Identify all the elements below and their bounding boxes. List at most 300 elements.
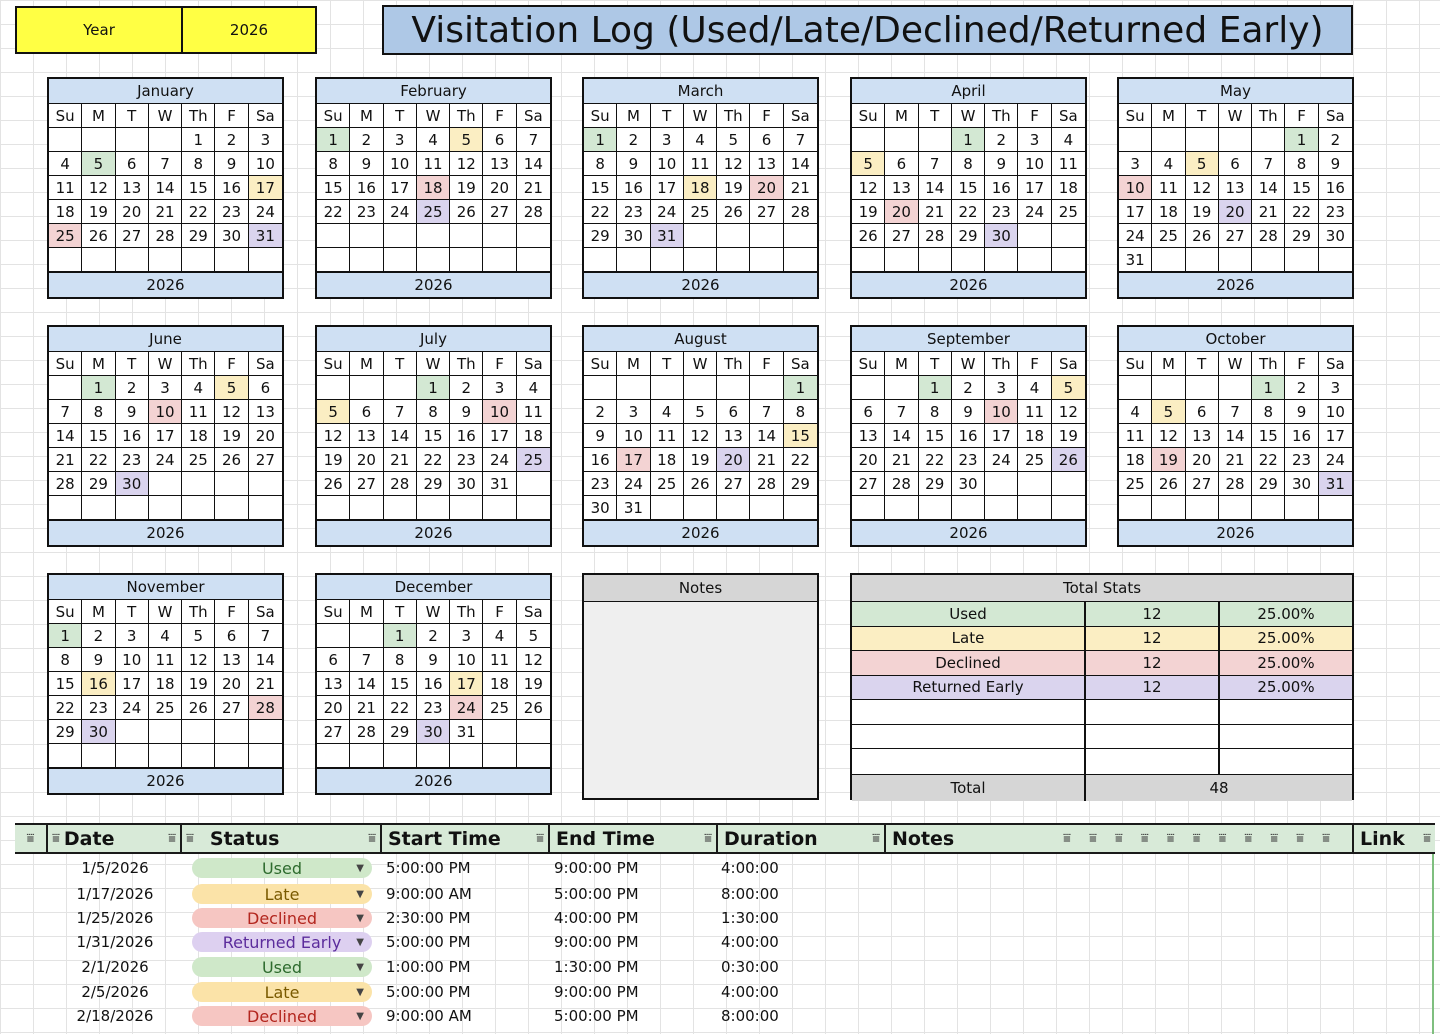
day-cell[interactable]: 2 xyxy=(82,624,115,648)
day-cell[interactable]: 20 xyxy=(717,448,750,472)
empty-day-cell[interactable] xyxy=(717,248,750,272)
empty-day-cell[interactable] xyxy=(952,248,985,272)
day-cell[interactable]: 13 xyxy=(350,424,383,448)
day-cell[interactable]: 8 xyxy=(1285,152,1318,176)
day-cell[interactable]: 16 xyxy=(116,424,149,448)
day-cell[interactable]: 8 xyxy=(952,152,985,176)
day-cell[interactable]: 16 xyxy=(1285,424,1318,448)
empty-day-cell[interactable] xyxy=(1252,248,1285,272)
stats-row-empty[interactable] xyxy=(852,725,1352,750)
day-cell[interactable]: 21 xyxy=(919,200,952,224)
day-cell[interactable]: 7 xyxy=(517,128,550,152)
empty-day-cell[interactable] xyxy=(82,744,115,768)
day-cell[interactable]: 9 xyxy=(1319,152,1352,176)
empty-day-cell[interactable] xyxy=(483,720,516,744)
day-cell[interactable]: 8 xyxy=(1252,400,1285,424)
day-cell[interactable]: 26 xyxy=(215,448,248,472)
day-cell[interactable]: 13 xyxy=(215,648,248,672)
empty-day-cell[interactable] xyxy=(1186,376,1219,400)
empty-day-cell[interactable] xyxy=(116,744,149,768)
day-cell[interactable]: 14 xyxy=(149,176,182,200)
day-cell[interactable]: 12 xyxy=(684,424,717,448)
empty-day-cell[interactable] xyxy=(517,472,550,496)
filter-icon[interactable]: ⩸⩸⩸⩸⩸⩸⩸⩸⩸⩸⩸ xyxy=(1063,831,1348,846)
empty-day-cell[interactable] xyxy=(985,496,1018,520)
day-cell[interactable]: 11 xyxy=(49,176,82,200)
day-cell[interactable]: 5 xyxy=(717,128,750,152)
empty-day-cell[interactable] xyxy=(350,624,383,648)
empty-day-cell[interactable] xyxy=(1186,248,1219,272)
empty-day-cell[interactable] xyxy=(852,248,885,272)
day-cell[interactable]: 24 xyxy=(116,696,149,720)
day-cell[interactable]: 5 xyxy=(182,624,215,648)
empty-day-cell[interactable] xyxy=(317,624,350,648)
empty-day-cell[interactable] xyxy=(450,248,483,272)
day-cell[interactable]: 20 xyxy=(116,200,149,224)
day-cell[interactable]: 10 xyxy=(149,400,182,424)
empty-day-cell[interactable] xyxy=(116,248,149,272)
day-cell[interactable]: 4 xyxy=(1152,152,1185,176)
day-cell[interactable]: 21 xyxy=(517,176,550,200)
empty-day-cell[interactable] xyxy=(784,496,817,520)
empty-day-cell[interactable] xyxy=(584,248,617,272)
day-cell[interactable]: 20 xyxy=(1186,448,1219,472)
day-cell[interactable]: 9 xyxy=(1285,400,1318,424)
day-cell[interactable]: 26 xyxy=(82,224,115,248)
day-cell[interactable]: 13 xyxy=(885,176,918,200)
day-cell[interactable]: 21 xyxy=(885,448,918,472)
day-cell[interactable]: 14 xyxy=(919,176,952,200)
day-cell[interactable]: 15 xyxy=(952,176,985,200)
empty-day-cell[interactable] xyxy=(1152,496,1185,520)
row-duration[interactable]: 4:00:00 xyxy=(721,933,779,951)
day-cell[interactable]: 7 xyxy=(1252,152,1285,176)
day-cell[interactable]: 27 xyxy=(717,472,750,496)
header-end-time[interactable] xyxy=(550,825,718,852)
day-cell[interactable]: 22 xyxy=(417,448,450,472)
day-cell[interactable]: 15 xyxy=(82,424,115,448)
year-label-cell[interactable] xyxy=(15,6,183,54)
empty-day-cell[interactable] xyxy=(149,248,182,272)
day-cell[interactable]: 15 xyxy=(584,176,617,200)
day-cell[interactable]: 15 xyxy=(182,176,215,200)
day-cell[interactable]: 30 xyxy=(450,472,483,496)
day-cell[interactable]: 17 xyxy=(450,672,483,696)
day-cell[interactable]: 4 xyxy=(182,376,215,400)
day-cell[interactable]: 29 xyxy=(1252,472,1285,496)
empty-day-cell[interactable] xyxy=(750,376,783,400)
day-cell[interactable]: 12 xyxy=(852,176,885,200)
row-end-time[interactable]: 9:00:00 PM xyxy=(554,933,639,951)
day-cell[interactable]: 17 xyxy=(1319,424,1352,448)
day-cell[interactable]: 6 xyxy=(717,400,750,424)
empty-day-cell[interactable] xyxy=(182,744,215,768)
row-start-time[interactable]: 1:00:00 PM xyxy=(386,958,471,976)
day-cell[interactable]: 11 xyxy=(149,648,182,672)
empty-day-cell[interactable] xyxy=(1052,248,1085,272)
day-cell[interactable]: 22 xyxy=(1285,200,1318,224)
day-cell[interactable]: 26 xyxy=(182,696,215,720)
day-cell[interactable]: 26 xyxy=(317,472,350,496)
empty-day-cell[interactable] xyxy=(82,496,115,520)
empty-day-cell[interactable] xyxy=(1018,248,1051,272)
day-cell[interactable]: 17 xyxy=(985,424,1018,448)
day-cell[interactable]: 10 xyxy=(116,648,149,672)
day-cell[interactable]: 3 xyxy=(985,376,1018,400)
empty-day-cell[interactable] xyxy=(417,224,450,248)
day-cell[interactable]: 16 xyxy=(82,672,115,696)
empty-day-cell[interactable] xyxy=(584,376,617,400)
row-start-time[interactable]: 5:00:00 PM xyxy=(386,933,471,951)
day-cell[interactable]: 4 xyxy=(1052,128,1085,152)
day-cell[interactable]: 26 xyxy=(450,200,483,224)
day-cell[interactable]: 2 xyxy=(116,376,149,400)
day-cell[interactable]: 29 xyxy=(1285,224,1318,248)
day-cell[interactable]: 12 xyxy=(82,176,115,200)
day-cell[interactable]: 1 xyxy=(919,376,952,400)
empty-day-cell[interactable] xyxy=(49,248,82,272)
day-cell[interactable]: 10 xyxy=(651,152,684,176)
empty-day-cell[interactable] xyxy=(784,224,817,248)
day-cell[interactable]: 4 xyxy=(49,152,82,176)
day-cell[interactable]: 22 xyxy=(1252,448,1285,472)
day-cell[interactable]: 28 xyxy=(750,472,783,496)
day-cell[interactable]: 25 xyxy=(1119,472,1152,496)
day-cell[interactable]: 7 xyxy=(784,128,817,152)
row-start-time[interactable]: 9:00:00 AM xyxy=(386,885,472,903)
day-cell[interactable]: 11 xyxy=(417,152,450,176)
day-cell[interactable]: 12 xyxy=(450,152,483,176)
day-cell[interactable]: 23 xyxy=(450,448,483,472)
day-cell[interactable]: 14 xyxy=(517,152,550,176)
empty-day-cell[interactable] xyxy=(1186,496,1219,520)
day-cell[interactable]: 8 xyxy=(182,152,215,176)
day-cell[interactable]: 27 xyxy=(483,200,516,224)
empty-day-cell[interactable] xyxy=(450,496,483,520)
day-cell[interactable]: 24 xyxy=(149,448,182,472)
day-cell[interactable]: 13 xyxy=(116,176,149,200)
day-cell[interactable]: 4 xyxy=(517,376,550,400)
row-start-time[interactable]: 9:00:00 AM xyxy=(386,1007,472,1025)
day-cell[interactable]: 2 xyxy=(215,128,248,152)
day-cell[interactable]: 7 xyxy=(49,400,82,424)
header-status[interactable] xyxy=(182,825,382,852)
day-cell[interactable]: 2 xyxy=(952,376,985,400)
empty-day-cell[interactable] xyxy=(1219,496,1252,520)
day-cell[interactable]: 2 xyxy=(584,400,617,424)
day-cell[interactable]: 6 xyxy=(483,128,516,152)
day-cell[interactable]: 19 xyxy=(717,176,750,200)
day-cell[interactable]: 31 xyxy=(1319,472,1352,496)
day-cell[interactable]: 4 xyxy=(417,128,450,152)
empty-day-cell[interactable] xyxy=(784,248,817,272)
empty-day-cell[interactable] xyxy=(483,224,516,248)
empty-day-cell[interactable] xyxy=(1052,472,1085,496)
empty-day-cell[interactable] xyxy=(1052,496,1085,520)
header-duration[interactable] xyxy=(718,825,886,852)
empty-day-cell[interactable] xyxy=(350,496,383,520)
day-cell[interactable]: 7 xyxy=(750,400,783,424)
day-cell[interactable]: 20 xyxy=(215,672,248,696)
empty-day-cell[interactable] xyxy=(317,248,350,272)
day-cell[interactable]: 8 xyxy=(384,648,417,672)
row-date[interactable]: 1/25/2026 xyxy=(76,909,154,927)
day-cell[interactable]: 1 xyxy=(1252,376,1285,400)
empty-day-cell[interactable] xyxy=(517,496,550,520)
day-cell[interactable]: 20 xyxy=(852,448,885,472)
day-cell[interactable]: 30 xyxy=(1319,224,1352,248)
header-date[interactable] xyxy=(48,825,182,852)
day-cell[interactable]: 13 xyxy=(483,152,516,176)
day-cell[interactable]: 12 xyxy=(517,648,550,672)
day-cell[interactable]: 3 xyxy=(1319,376,1352,400)
day-cell[interactable]: 25 xyxy=(182,448,215,472)
day-cell[interactable]: 28 xyxy=(1252,224,1285,248)
day-cell[interactable]: 25 xyxy=(1152,224,1185,248)
day-cell[interactable]: 19 xyxy=(1186,200,1219,224)
day-cell[interactable]: 13 xyxy=(1219,176,1252,200)
day-cell[interactable]: 24 xyxy=(985,448,1018,472)
day-cell[interactable]: 21 xyxy=(149,200,182,224)
day-cell[interactable]: 26 xyxy=(1052,448,1085,472)
day-cell[interactable]: 1 xyxy=(384,624,417,648)
row-status[interactable] xyxy=(192,930,372,954)
day-cell[interactable]: 20 xyxy=(885,200,918,224)
empty-day-cell[interactable] xyxy=(1186,128,1219,152)
day-cell[interactable]: 2 xyxy=(1319,128,1352,152)
day-cell[interactable]: 4 xyxy=(1018,376,1051,400)
status-chip[interactable] xyxy=(192,884,372,904)
day-cell[interactable]: 3 xyxy=(1119,152,1152,176)
empty-day-cell[interactable] xyxy=(149,496,182,520)
day-cell[interactable]: 22 xyxy=(317,200,350,224)
day-cell[interactable]: 16 xyxy=(617,176,650,200)
day-cell[interactable]: 22 xyxy=(784,448,817,472)
day-cell[interactable]: 27 xyxy=(750,200,783,224)
day-cell[interactable]: 19 xyxy=(517,672,550,696)
day-cell[interactable]: 2 xyxy=(1285,376,1318,400)
day-cell[interactable]: 19 xyxy=(852,200,885,224)
empty-day-cell[interactable] xyxy=(852,128,885,152)
day-cell[interactable]: 4 xyxy=(684,128,717,152)
day-cell[interactable]: 29 xyxy=(384,720,417,744)
day-cell[interactable]: 15 xyxy=(1252,424,1285,448)
empty-day-cell[interactable] xyxy=(985,248,1018,272)
day-cell[interactable]: 30 xyxy=(584,496,617,520)
empty-day-cell[interactable] xyxy=(215,248,248,272)
day-cell[interactable]: 25 xyxy=(483,696,516,720)
day-cell[interactable]: 10 xyxy=(1119,176,1152,200)
day-cell[interactable]: 11 xyxy=(1018,400,1051,424)
day-cell[interactable]: 8 xyxy=(82,400,115,424)
day-cell[interactable]: 26 xyxy=(517,696,550,720)
day-cell[interactable]: 18 xyxy=(1119,448,1152,472)
empty-day-cell[interactable] xyxy=(182,720,215,744)
empty-day-cell[interactable] xyxy=(182,472,215,496)
day-cell[interactable]: 22 xyxy=(82,448,115,472)
row-end-time[interactable]: 5:00:00 PM xyxy=(554,885,639,903)
day-cell[interactable]: 6 xyxy=(350,400,383,424)
day-cell[interactable]: 28 xyxy=(784,200,817,224)
day-cell[interactable]: 16 xyxy=(215,176,248,200)
day-cell[interactable]: 15 xyxy=(784,424,817,448)
empty-day-cell[interactable] xyxy=(116,496,149,520)
day-cell[interactable]: 15 xyxy=(417,424,450,448)
day-cell[interactable]: 22 xyxy=(49,696,82,720)
filter-icon[interactable]: ⩸ xyxy=(536,831,544,846)
day-cell[interactable]: 26 xyxy=(717,200,750,224)
day-cell[interactable]: 31 xyxy=(651,224,684,248)
day-cell[interactable]: 19 xyxy=(1152,448,1185,472)
day-cell[interactable]: 7 xyxy=(149,152,182,176)
day-cell[interactable]: 10 xyxy=(1319,400,1352,424)
day-cell[interactable]: 27 xyxy=(215,696,248,720)
day-cell[interactable]: 1 xyxy=(784,376,817,400)
empty-day-cell[interactable] xyxy=(1319,496,1352,520)
empty-day-cell[interactable] xyxy=(350,224,383,248)
day-cell[interactable]: 11 xyxy=(517,400,550,424)
day-cell[interactable]: 4 xyxy=(149,624,182,648)
row-end-time[interactable]: 9:00:00 PM xyxy=(554,983,639,1001)
row-date[interactable]: 2/5/2026 xyxy=(81,983,149,1001)
empty-day-cell[interactable] xyxy=(215,472,248,496)
day-cell[interactable]: 21 xyxy=(784,176,817,200)
day-cell[interactable]: 30 xyxy=(215,224,248,248)
day-cell[interactable]: 12 xyxy=(717,152,750,176)
day-cell[interactable]: 18 xyxy=(1052,176,1085,200)
day-cell[interactable]: 5 xyxy=(450,128,483,152)
day-cell[interactable]: 22 xyxy=(952,200,985,224)
day-cell[interactable]: 14 xyxy=(384,424,417,448)
empty-day-cell[interactable] xyxy=(1252,128,1285,152)
day-cell[interactable]: 11 xyxy=(483,648,516,672)
day-cell[interactable]: 28 xyxy=(249,696,282,720)
empty-day-cell[interactable] xyxy=(885,128,918,152)
empty-day-cell[interactable] xyxy=(1052,224,1085,248)
day-cell[interactable]: 6 xyxy=(215,624,248,648)
empty-day-cell[interactable] xyxy=(384,224,417,248)
empty-day-cell[interactable] xyxy=(49,496,82,520)
empty-day-cell[interactable] xyxy=(350,744,383,768)
filter-icon[interactable]: ⩸ xyxy=(872,831,880,846)
day-cell[interactable]: 14 xyxy=(784,152,817,176)
day-cell[interactable]: 14 xyxy=(1252,176,1285,200)
empty-day-cell[interactable] xyxy=(1219,248,1252,272)
day-cell[interactable]: 28 xyxy=(919,224,952,248)
day-cell[interactable]: 30 xyxy=(985,224,1018,248)
row-status[interactable] xyxy=(192,882,372,906)
empty-day-cell[interactable] xyxy=(1152,248,1185,272)
row-start-time[interactable]: 5:00:00 PM xyxy=(386,983,471,1001)
day-cell[interactable]: 23 xyxy=(584,472,617,496)
day-cell[interactable]: 27 xyxy=(116,224,149,248)
day-cell[interactable]: 10 xyxy=(617,424,650,448)
day-cell[interactable]: 13 xyxy=(750,152,783,176)
day-cell[interactable]: 31 xyxy=(483,472,516,496)
day-cell[interactable]: 1 xyxy=(1285,128,1318,152)
empty-day-cell[interactable] xyxy=(517,720,550,744)
empty-day-cell[interactable] xyxy=(182,248,215,272)
day-cell[interactable]: 14 xyxy=(1219,424,1252,448)
day-cell[interactable]: 23 xyxy=(116,448,149,472)
day-cell[interactable]: 8 xyxy=(49,648,82,672)
day-cell[interactable]: 1 xyxy=(182,128,215,152)
day-cell[interactable]: 28 xyxy=(1219,472,1252,496)
day-cell[interactable]: 20 xyxy=(483,176,516,200)
empty-day-cell[interactable] xyxy=(215,720,248,744)
empty-day-cell[interactable] xyxy=(149,472,182,496)
day-cell[interactable]: 21 xyxy=(750,448,783,472)
empty-day-cell[interactable] xyxy=(750,248,783,272)
day-cell[interactable]: 18 xyxy=(684,176,717,200)
day-cell[interactable]: 19 xyxy=(684,448,717,472)
empty-day-cell[interactable] xyxy=(249,744,282,768)
day-cell[interactable]: 17 xyxy=(651,176,684,200)
day-cell[interactable]: 11 xyxy=(651,424,684,448)
day-cell[interactable]: 27 xyxy=(350,472,383,496)
empty-day-cell[interactable] xyxy=(852,496,885,520)
day-cell[interactable]: 5 xyxy=(1152,400,1185,424)
day-cell[interactable]: 20 xyxy=(750,176,783,200)
day-cell[interactable]: 19 xyxy=(215,424,248,448)
day-cell[interactable]: 2 xyxy=(450,376,483,400)
day-cell[interactable]: 16 xyxy=(952,424,985,448)
row-duration[interactable]: 0:30:00 xyxy=(721,958,779,976)
day-cell[interactable]: 18 xyxy=(1152,200,1185,224)
day-cell[interactable]: 21 xyxy=(1219,448,1252,472)
empty-day-cell[interactable] xyxy=(919,248,952,272)
filter-icon[interactable]: ⩸ xyxy=(168,831,176,846)
filter-icon[interactable]: ⩸ xyxy=(1423,831,1431,846)
day-cell[interactable]: 5 xyxy=(852,152,885,176)
status-chip[interactable] xyxy=(192,932,372,952)
empty-day-cell[interactable] xyxy=(49,128,82,152)
day-cell[interactable]: 14 xyxy=(750,424,783,448)
day-cell[interactable]: 3 xyxy=(1018,128,1051,152)
row-end-time[interactable]: 4:00:00 PM xyxy=(554,909,639,927)
empty-day-cell[interactable] xyxy=(1219,376,1252,400)
day-cell[interactable]: 19 xyxy=(82,200,115,224)
day-cell[interactable]: 12 xyxy=(182,648,215,672)
day-cell[interactable]: 20 xyxy=(1219,200,1252,224)
day-cell[interactable]: 14 xyxy=(350,672,383,696)
day-cell[interactable]: 16 xyxy=(584,448,617,472)
day-cell[interactable]: 22 xyxy=(182,200,215,224)
day-cell[interactable]: 18 xyxy=(483,672,516,696)
day-cell[interactable]: 9 xyxy=(985,152,1018,176)
status-chip[interactable] xyxy=(192,957,372,977)
day-cell[interactable]: 29 xyxy=(82,472,115,496)
day-cell[interactable]: 17 xyxy=(483,424,516,448)
day-cell[interactable]: 22 xyxy=(584,200,617,224)
row-date[interactable]: 1/17/2026 xyxy=(76,885,154,903)
day-cell[interactable]: 9 xyxy=(82,648,115,672)
empty-day-cell[interactable] xyxy=(249,248,282,272)
day-cell[interactable]: 23 xyxy=(617,200,650,224)
day-cell[interactable]: 17 xyxy=(1119,200,1152,224)
empty-day-cell[interactable] xyxy=(317,224,350,248)
status-chip[interactable] xyxy=(192,982,372,1002)
day-cell[interactable]: 29 xyxy=(49,720,82,744)
status-chip[interactable] xyxy=(192,1006,372,1026)
day-cell[interactable]: 17 xyxy=(1018,176,1051,200)
day-cell[interactable]: 1 xyxy=(82,376,115,400)
day-cell[interactable]: 2 xyxy=(985,128,1018,152)
day-cell[interactable]: 18 xyxy=(517,424,550,448)
day-cell[interactable]: 15 xyxy=(1285,176,1318,200)
day-cell[interactable]: 5 xyxy=(684,400,717,424)
day-cell[interactable]: 18 xyxy=(417,176,450,200)
